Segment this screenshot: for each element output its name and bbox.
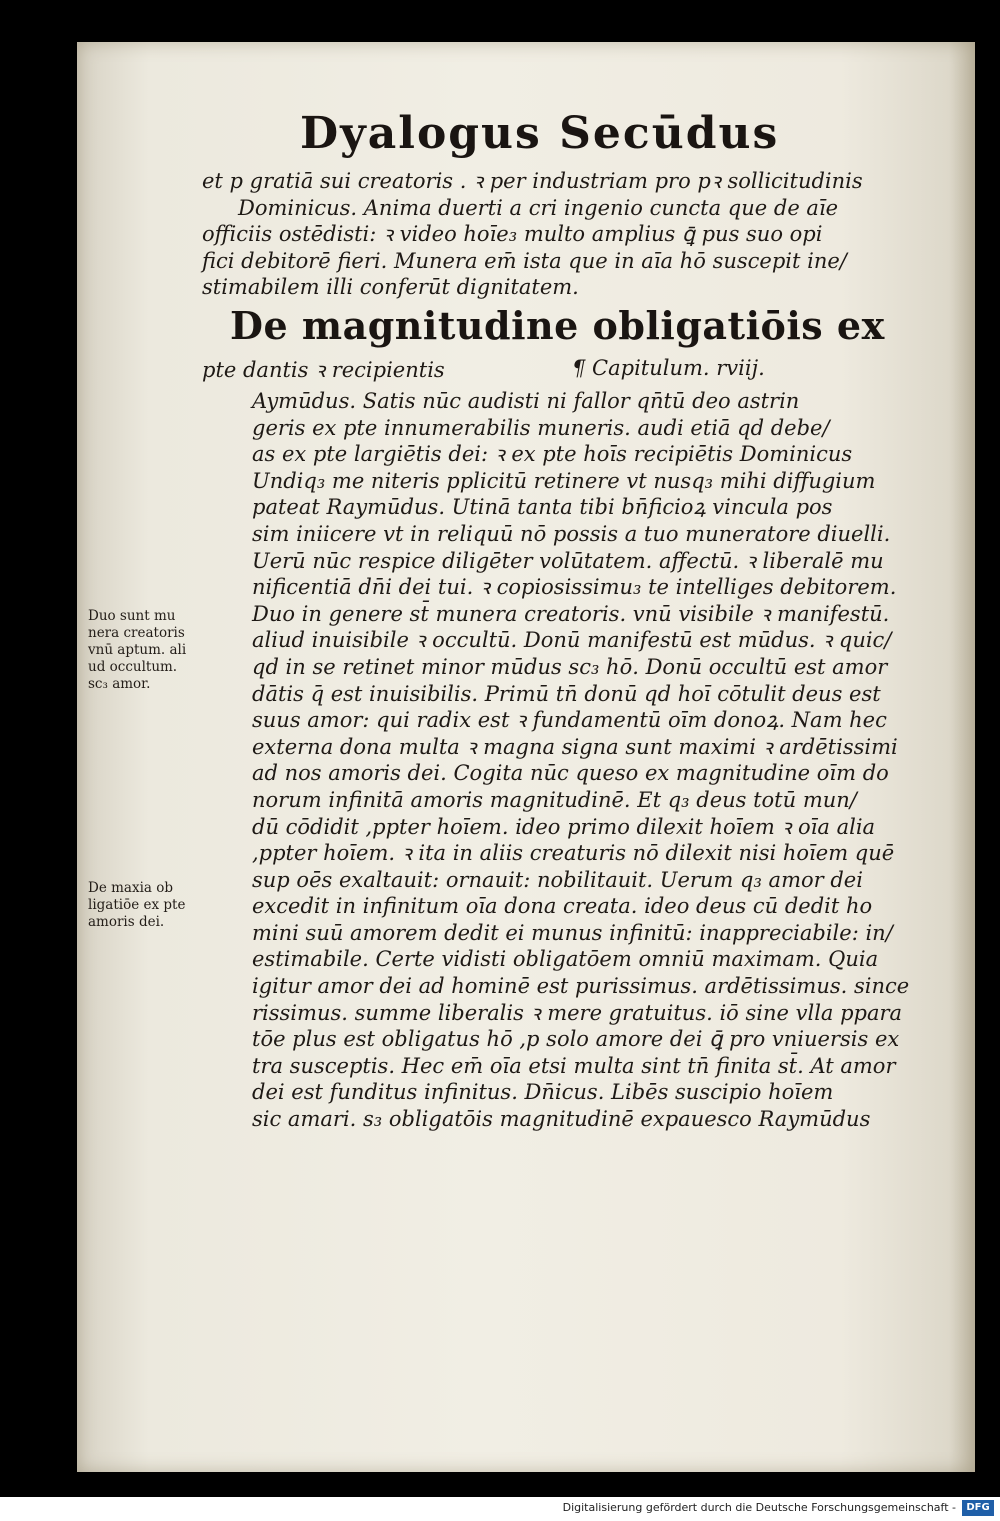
margin-note-line: ligatiōe ex pte: [88, 897, 186, 913]
text-line: nificentiā dn̄i dei tui. ꝛ copiosissimu₃ te intelliges debitorem.: [252, 575, 897, 600]
dfg-logo: DFG: [962, 1500, 994, 1516]
margin-note: [88, 880, 213, 931]
text-line: as ex pte largiētis dei: ꝛ ex pte hoīs recipiētis Dominicus: [252, 442, 853, 467]
text-line: ,ppter hoīem. ꝛ ita in aliis creaturis nō dilexit nisi hoīem quē: [252, 841, 895, 866]
text-line: estimabile. Certe vidisti obligatōem omniū maximam. Quia: [252, 947, 879, 972]
text-line: aliud inuisibile ꝛ occultū. Donū manifestū est mūdus. ꝛ quic/: [252, 628, 892, 653]
footer-credit: Digitalisierung gefördert durch die Deutsche Forschungsgemeinschaft -: [562, 1501, 956, 1514]
text-line: suus amor: qui radix est ꝛ fundamentū oīm donoꝝ. Nam hec: [252, 708, 887, 733]
text-line: Dominicus. Anima duerti a cri ingenio cuncta que de aīe: [238, 195, 839, 220]
text-line: Aymūdus. Satis nūc audisti ni fallor qn̄tū deo astrin: [252, 389, 800, 413]
margin-note-line: vnū aptum. ali: [88, 642, 187, 658]
text-line: Duo in genere st̄ munera creatoris. vnū visibile ꝛ manifestū.: [252, 601, 890, 626]
text-line: Uerū nūc respice diligēter volūtatem. affectū. ꝛ liberalē mu: [252, 548, 884, 573]
text-line: Undiq₃ me niteris pplicitū retinere vt nusq₃ mihi diffugium: [252, 468, 876, 493]
text-line: tra susceptis. Hec em̄ oīa etsi multa sint tn̄ finita st̄. At amor: [252, 1053, 896, 1078]
paragraph-main: [202, 388, 910, 1133]
text-line: fici debitorē fieri. Munera em̄ ista que in aīa hō suscepit ine/: [202, 248, 847, 273]
margin-note-line: ud occultum.: [88, 659, 178, 675]
text-line: geris ex pte innumerabilis muneris. audi etiā qd debe/: [252, 415, 830, 440]
margin-note-line: amoris dei.: [88, 914, 165, 930]
margin-note-line: nera creatoris: [88, 625, 185, 641]
margin-note-line: Duo sunt mu: [88, 608, 176, 624]
text-line: qd in se retinet minor mūdus sc₃ hō. Donū occultū est amor: [252, 654, 888, 679]
margin-note-line: De maxia ob: [88, 880, 173, 896]
text-line: igitur amor dei ad hominē est purissimus. ardētissimus. since: [252, 974, 910, 999]
text-line: et p gratiā sui creatoris . ꝛ per industriam pro pꝛ sollicitudinis: [202, 169, 863, 193]
margin-note: [88, 608, 213, 693]
text-line: tōe plus est obligatus hō ,p solo amore dei ꝗ̄ pro vniuersis ex: [252, 1027, 900, 1052]
chapter-heading: De magnitudine obligatiōis ex: [230, 303, 885, 348]
text-line: mini suū amorem dedit ei munus infinitū: inappreciabile: in/: [252, 920, 893, 945]
text-line: dātis q̄ est inuisibilis. Primū tn̄ donū qd hoī cōtulit deus est: [252, 681, 881, 706]
text-line: dei est funditus infinitus. Dn̄icus. Libēs suscipio hoīem: [252, 1080, 834, 1105]
page-edge-shadow: [949, 42, 975, 1472]
chapter-number: ¶ Capitulum. rviij.: [572, 356, 765, 380]
text-line: sup oēs exaltauit: ornauit: nobilitauit. Uerum q₃ amor dei: [252, 867, 863, 892]
text-line: dū cōdidit ,ppter hoīem. ideo primo dilexit hoīem ꝛ oīa alia: [252, 814, 876, 839]
text-line: excedit in infinitum oīa dona creata. ideo deus cū dedit ho: [252, 894, 873, 919]
text-line: norum infinitā amoris magnitudinē. Et q₃ deus totū mun/: [252, 787, 857, 812]
paragraph-intro: [202, 168, 863, 301]
text-line: officiis ostēdisti: ꝛ video hoīe₃ multo amplius ꝗ̄ pus suo opi: [202, 222, 823, 247]
text-line: externa dona multa ꝛ magna signa sunt maximi ꝛ ardētissimi: [252, 734, 898, 759]
text-line: ad nos amoris dei. Cogita nūc queso ex magnitudine oīm do: [252, 761, 889, 786]
footer-bar: [0, 1497, 1000, 1521]
text-line: stimabilem illi conferūt dignitatem.: [202, 275, 579, 300]
text-line: pateat Raymūdus. Utinā tanta tibi bn̄ficioꝝ vincula pos: [252, 495, 833, 520]
running-head: Dyalogus Secūdus: [300, 108, 780, 159]
chapter-subheading: [202, 356, 842, 384]
subheading-text: pte dantis ꝛ recipientis: [202, 358, 445, 382]
text-line: sim iniicere vt in reliquū nō possis a tuo muneratore diuelli.: [252, 521, 891, 546]
text-line: sic amari. s₃ obligatōis magnitudinē expauesco Raymūdus: [252, 1107, 871, 1132]
text-line: rissimus. summe liberalis ꝛ mere gratuitus. iō sine vlla ppara: [252, 1000, 903, 1025]
margin-note-line: sc₃ amor.: [88, 676, 151, 692]
